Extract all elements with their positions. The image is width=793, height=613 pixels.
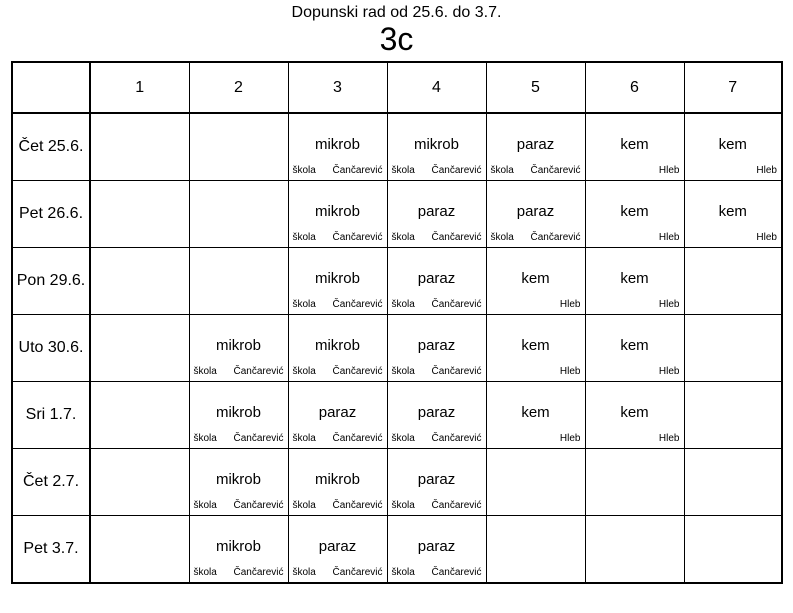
subject-label: mikrob bbox=[314, 203, 360, 220]
lesson-cell bbox=[486, 315, 585, 382]
lesson-cell bbox=[288, 181, 387, 248]
empty-cell bbox=[189, 181, 288, 248]
subject-label: paraz bbox=[318, 538, 357, 555]
location-label: škola bbox=[391, 500, 415, 511]
lesson-cell bbox=[387, 113, 486, 181]
teacher-label: Čančarević bbox=[332, 366, 383, 377]
table-row bbox=[12, 248, 782, 315]
teacher-label: Hleb bbox=[756, 165, 777, 176]
lesson-cell bbox=[387, 315, 486, 382]
lesson-cell bbox=[189, 382, 288, 449]
lesson-cell bbox=[486, 113, 585, 181]
subject-label: paraz bbox=[417, 203, 456, 220]
lesson-cell bbox=[387, 449, 486, 516]
subject-label: kem bbox=[521, 337, 550, 354]
teacher-label: Hleb bbox=[658, 366, 680, 377]
teacher-label: Čančarević bbox=[332, 433, 383, 444]
schedule-subtitle: Dopunski rad od 25.6. do 3.7. bbox=[291, 4, 502, 21]
period-header-4: 4 bbox=[387, 62, 486, 113]
location-label: škola bbox=[292, 433, 316, 444]
teacher-label: Čančarević bbox=[431, 567, 482, 578]
location-label: škola bbox=[490, 232, 514, 243]
location-label: škola bbox=[193, 500, 217, 511]
subject-label: kem bbox=[620, 337, 649, 354]
period-header-2: 2 bbox=[189, 62, 288, 113]
day-label: Čet 25.6. bbox=[18, 138, 84, 155]
day-label: Čet 2.7. bbox=[22, 473, 80, 490]
empty-cell bbox=[189, 248, 288, 315]
subject-label: paraz bbox=[417, 404, 456, 421]
teacher-label: Čančarević bbox=[530, 232, 581, 243]
subject-label: mikrob bbox=[314, 270, 360, 287]
table-row bbox=[12, 113, 782, 181]
period-header-3: 3 bbox=[288, 62, 387, 113]
table-row bbox=[12, 516, 782, 584]
teacher-label: Hleb bbox=[559, 433, 581, 444]
timetable-body bbox=[12, 113, 782, 583]
empty-cell bbox=[684, 449, 782, 516]
table-row bbox=[12, 315, 782, 382]
subject-label: mikrob bbox=[314, 471, 360, 488]
lesson-cell bbox=[189, 315, 288, 382]
day-label: Pon 29.6. bbox=[16, 272, 86, 289]
teacher-label: Čančarević bbox=[332, 567, 383, 578]
empty-cell bbox=[486, 516, 585, 584]
subject-label: kem bbox=[718, 136, 747, 153]
table-row bbox=[12, 382, 782, 449]
empty-cell bbox=[684, 315, 782, 382]
lesson-cell bbox=[288, 315, 387, 382]
lesson-cell bbox=[387, 382, 486, 449]
lesson-cell bbox=[189, 516, 288, 584]
subject-label: kem bbox=[620, 203, 649, 220]
empty-cell bbox=[90, 248, 189, 315]
teacher-label: Čančarević bbox=[332, 232, 383, 243]
subject-label: mikrob bbox=[215, 404, 261, 421]
day-cell bbox=[12, 181, 90, 248]
subject-label: paraz bbox=[417, 538, 456, 555]
empty-cell bbox=[684, 382, 782, 449]
lesson-cell bbox=[486, 382, 585, 449]
period-header-7: 7 bbox=[684, 62, 782, 113]
lesson-cell bbox=[585, 382, 684, 449]
empty-cell bbox=[90, 382, 189, 449]
lesson-cell bbox=[585, 315, 684, 382]
empty-cell bbox=[585, 449, 684, 516]
period-header-1: 1 bbox=[90, 62, 189, 113]
teacher-label: Hleb bbox=[559, 366, 581, 377]
day-label: Pet 3.7. bbox=[23, 540, 79, 557]
teacher-label: Hleb bbox=[559, 299, 581, 310]
timetable bbox=[11, 61, 783, 584]
location-label: škola bbox=[391, 433, 415, 444]
lesson-cell bbox=[288, 449, 387, 516]
lesson-cell bbox=[387, 248, 486, 315]
lesson-cell bbox=[486, 248, 585, 315]
location-label: škola bbox=[292, 165, 316, 176]
day-cell bbox=[12, 315, 90, 382]
location-label: škola bbox=[391, 366, 415, 377]
day-label: Sri 1.7. bbox=[25, 406, 77, 423]
day-label: Pet 26.6. bbox=[18, 205, 84, 222]
lesson-cell bbox=[189, 449, 288, 516]
location-label: škola bbox=[292, 232, 316, 243]
teacher-label: Čančarević bbox=[530, 165, 581, 176]
subject-label: paraz bbox=[516, 203, 555, 220]
subject-label: mikrob bbox=[314, 337, 360, 354]
table-row bbox=[12, 181, 782, 248]
empty-cell bbox=[90, 449, 189, 516]
teacher-label: Hleb bbox=[658, 433, 680, 444]
teacher-label: Hleb bbox=[658, 299, 680, 310]
day-cell bbox=[12, 248, 90, 315]
lesson-cell bbox=[387, 516, 486, 584]
period-header-6: 6 bbox=[585, 62, 684, 113]
subject-label: kem bbox=[718, 203, 747, 220]
teacher-label: Hleb bbox=[756, 232, 777, 243]
period-header-row bbox=[12, 62, 782, 113]
empty-cell bbox=[684, 248, 782, 315]
teacher-label: Čančarević bbox=[233, 366, 284, 377]
teacher-label: Čančarević bbox=[431, 299, 482, 310]
subject-label: mikrob bbox=[215, 337, 261, 354]
table-row bbox=[12, 449, 782, 516]
location-label: škola bbox=[391, 232, 415, 243]
teacher-label: Čančarević bbox=[233, 567, 284, 578]
location-label: škola bbox=[391, 165, 415, 176]
subject-label: paraz bbox=[318, 404, 357, 421]
teacher-label: Hleb bbox=[658, 232, 680, 243]
lesson-cell bbox=[585, 248, 684, 315]
location-label: škola bbox=[292, 366, 316, 377]
lesson-cell bbox=[684, 181, 782, 248]
subject-label: paraz bbox=[417, 337, 456, 354]
location-label: škola bbox=[193, 433, 217, 444]
location-label: škola bbox=[193, 366, 217, 377]
location-label: škola bbox=[292, 567, 316, 578]
location-label: škola bbox=[292, 299, 316, 310]
period-header-5: 5 bbox=[486, 62, 585, 113]
day-cell bbox=[12, 449, 90, 516]
subject-label: kem bbox=[620, 270, 649, 287]
day-cell bbox=[12, 382, 90, 449]
lesson-cell bbox=[585, 181, 684, 248]
subject-label: kem bbox=[620, 404, 649, 421]
location-label: škola bbox=[391, 299, 415, 310]
lesson-cell bbox=[288, 382, 387, 449]
teacher-label: Hleb bbox=[658, 165, 680, 176]
teacher-label: Čančarević bbox=[431, 500, 482, 511]
teacher-label: Čančarević bbox=[233, 433, 284, 444]
teacher-label: Čančarević bbox=[332, 500, 383, 511]
subject-label: mikrob bbox=[215, 471, 261, 488]
teacher-label: Čančarević bbox=[431, 165, 482, 176]
teacher-label: Čančarević bbox=[431, 433, 482, 444]
day-cell bbox=[12, 516, 90, 584]
day-cell bbox=[12, 113, 90, 181]
subject-label: kem bbox=[620, 136, 649, 153]
lesson-cell bbox=[684, 113, 782, 181]
subject-label: mikrob bbox=[314, 136, 360, 153]
timetable-header bbox=[12, 62, 782, 113]
empty-cell bbox=[189, 113, 288, 181]
empty-cell bbox=[90, 315, 189, 382]
location-label: škola bbox=[193, 567, 217, 578]
empty-cell bbox=[585, 516, 684, 584]
empty-cell bbox=[684, 516, 782, 584]
empty-cell bbox=[486, 449, 585, 516]
empty-cell bbox=[90, 113, 189, 181]
subject-label: kem bbox=[521, 404, 550, 421]
lesson-cell bbox=[387, 181, 486, 248]
subject-label: mikrob bbox=[413, 136, 459, 153]
location-label: škola bbox=[292, 500, 316, 511]
lesson-cell bbox=[585, 113, 684, 181]
subject-label: paraz bbox=[417, 270, 456, 287]
subject-label: paraz bbox=[516, 136, 555, 153]
location-label: škola bbox=[490, 165, 514, 176]
teacher-label: Čančarević bbox=[431, 232, 482, 243]
empty-cell bbox=[90, 181, 189, 248]
teacher-label: Čančarević bbox=[332, 299, 383, 310]
teacher-label: Čančarević bbox=[332, 165, 383, 176]
lesson-cell bbox=[288, 516, 387, 584]
subject-label: kem bbox=[521, 270, 550, 287]
subject-label: mikrob bbox=[215, 538, 261, 555]
location-label: škola bbox=[391, 567, 415, 578]
subject-label: paraz bbox=[417, 471, 456, 488]
lesson-cell bbox=[288, 248, 387, 315]
empty-cell bbox=[90, 516, 189, 584]
class-title: 3c bbox=[379, 21, 414, 57]
lesson-cell bbox=[288, 113, 387, 181]
corner-cell bbox=[12, 62, 90, 113]
teacher-label: Čančarević bbox=[233, 500, 284, 511]
day-label: Uto 30.6. bbox=[18, 339, 84, 356]
lesson-cell bbox=[486, 181, 585, 248]
teacher-label: Čančarević bbox=[431, 366, 482, 377]
